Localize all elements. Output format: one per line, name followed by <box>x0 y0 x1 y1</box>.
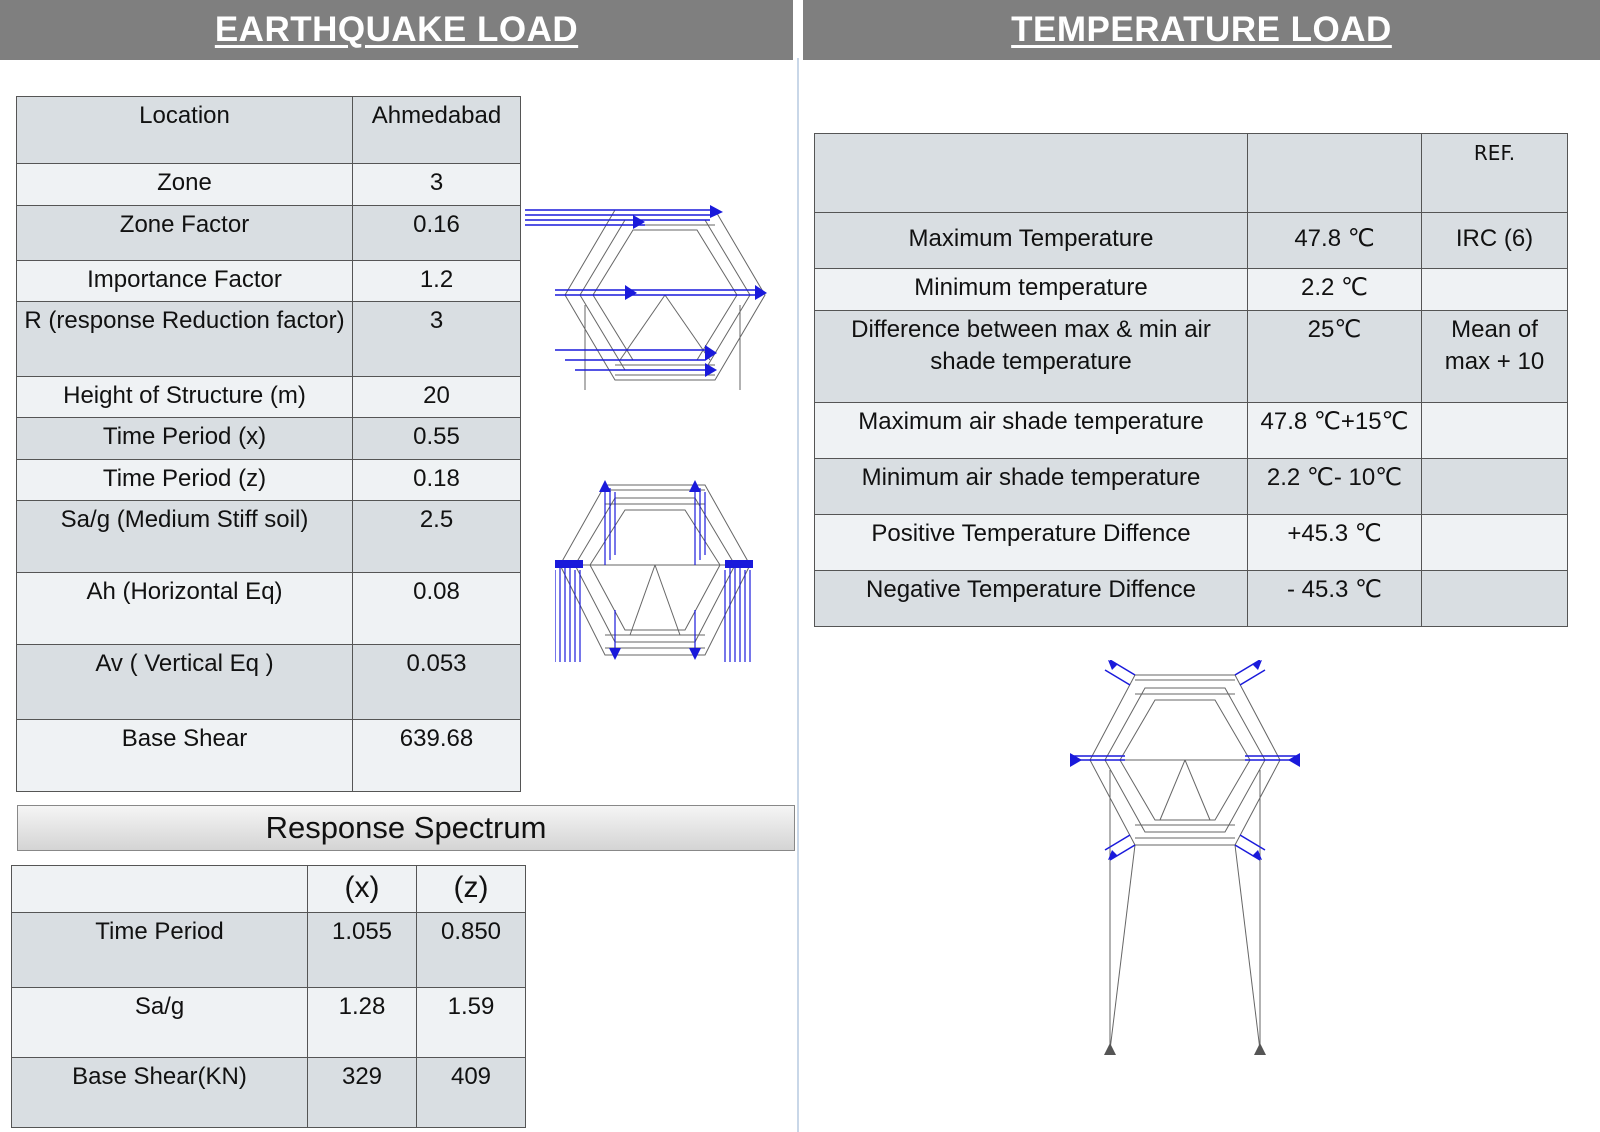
ref-column-header: REF. <box>1422 134 1568 213</box>
table-row <box>815 311 1568 403</box>
row-label: Zone Factor <box>17 206 353 261</box>
earthquake-x-load-diagram <box>525 205 775 395</box>
temperature-load-title: TEMPERATURE LOAD <box>1011 10 1392 49</box>
table-row <box>17 261 521 302</box>
row-value: 0.18 <box>353 460 521 501</box>
support-pins <box>1104 1043 1266 1055</box>
row-value-z: 1.59 <box>417 988 526 1058</box>
table-row <box>12 1058 526 1128</box>
row-label: Height of Structure (m) <box>17 377 353 418</box>
row-label: Av ( Vertical Eq ) <box>17 645 353 720</box>
row-ref <box>1422 459 1568 515</box>
column-header-z: (z) <box>417 866 526 913</box>
row-value-x: 1.28 <box>308 988 417 1058</box>
column-header <box>12 866 308 913</box>
row-label: Location <box>17 97 353 164</box>
arrow-heads <box>625 205 767 377</box>
table-header-row <box>12 866 526 913</box>
response-spectrum-title: Response Spectrum <box>265 810 547 845</box>
structure-frame <box>565 210 765 390</box>
row-ref: IRC (6) <box>1422 213 1568 269</box>
row-value: - 45.3 ℃ <box>1248 571 1422 627</box>
table-row <box>17 460 521 501</box>
table-row <box>12 913 526 988</box>
temperature-load-diagram <box>1070 660 1310 1070</box>
row-label: Base Shear <box>17 720 353 792</box>
row-label: Positive Temperature Diffence <box>815 515 1248 571</box>
table-row <box>815 269 1568 311</box>
row-label: Maximum air shade temperature <box>815 403 1248 459</box>
row-value-x: 329 <box>308 1058 417 1128</box>
table-row <box>17 97 521 164</box>
row-label: Time Period (z) <box>17 460 353 501</box>
row-label: Maximum Temperature <box>815 213 1248 269</box>
table-row <box>17 164 521 206</box>
temperature-load-table <box>814 133 1568 627</box>
row-value-z: 0.850 <box>417 913 526 988</box>
table-row <box>17 501 521 573</box>
table-header-row <box>815 134 1568 213</box>
row-value: Ahmedabad <box>353 97 521 164</box>
row-value: 47.8 ℃+15℃ <box>1248 403 1422 459</box>
row-label: Minimum temperature <box>815 269 1248 311</box>
section-divider <box>797 58 799 1132</box>
table-row <box>17 645 521 720</box>
table-row <box>17 418 521 460</box>
row-label: Sa/g (Medium Stiff soil) <box>17 501 353 573</box>
table-row <box>815 459 1568 515</box>
table-row <box>815 213 1568 269</box>
row-value: 25℃ <box>1248 311 1422 403</box>
row-value: 0.55 <box>353 418 521 460</box>
row-value: 2.2 ℃- 10℃ <box>1248 459 1422 515</box>
table-row <box>17 377 521 418</box>
row-ref <box>1422 269 1568 311</box>
row-value: 639.68 <box>353 720 521 792</box>
row-label: Time Period (x) <box>17 418 353 460</box>
row-value: 3 <box>353 164 521 206</box>
row-label: Minimum air shade temperature <box>815 459 1248 515</box>
load-arrows <box>525 210 755 370</box>
row-value: 0.08 <box>353 573 521 645</box>
earthquake-z-load-diagram <box>555 480 755 665</box>
response-spectrum-header <box>17 805 795 851</box>
response-spectrum-table <box>11 865 526 1128</box>
earthquake-parameters-table <box>16 96 521 792</box>
table-row <box>17 206 521 261</box>
arrow-heads <box>555 480 753 660</box>
row-label: Negative Temperature Diffence <box>815 571 1248 627</box>
row-value: 2.2 ℃ <box>1248 269 1422 311</box>
table-row <box>815 571 1568 627</box>
earthquake-load-title: EARTHQUAKE LOAD <box>214 10 579 49</box>
structure-frame <box>560 485 750 655</box>
row-ref <box>1422 515 1568 571</box>
column-header-x: (x) <box>308 866 417 913</box>
row-value: 0.053 <box>353 645 521 720</box>
row-value: 0.16 <box>353 206 521 261</box>
row-label: Importance Factor <box>17 261 353 302</box>
table-row <box>17 720 521 792</box>
row-label: Ah (Horizontal Eq) <box>17 573 353 645</box>
table-row <box>12 988 526 1058</box>
row-label: Time Period <box>12 913 308 988</box>
row-value: 20 <box>353 377 521 418</box>
temperature-load-banner <box>803 0 1600 60</box>
row-value-x: 1.055 <box>308 913 417 988</box>
earthquake-load-banner <box>0 0 793 60</box>
row-value-z: 409 <box>417 1058 526 1128</box>
row-ref <box>1422 403 1568 459</box>
row-label: Zone <box>17 164 353 206</box>
row-value: 2.5 <box>353 501 521 573</box>
row-value: +45.3 ℃ <box>1248 515 1422 571</box>
row-ref: Mean of max + 10 <box>1422 311 1568 403</box>
structure-frame <box>1090 675 1280 1050</box>
table-row <box>17 302 521 377</box>
row-value: 1.2 <box>353 261 521 302</box>
table-row <box>17 573 521 645</box>
row-label: Base Shear(KN) <box>12 1058 308 1128</box>
row-label: Sa/g <box>12 988 308 1058</box>
row-value: 47.8 ℃ <box>1248 213 1422 269</box>
row-label: R (response Reduction factor) <box>17 302 353 377</box>
row-label: Difference between max & min air shade temperature <box>815 311 1248 403</box>
row-value: 3 <box>353 302 521 377</box>
row-ref <box>1422 571 1568 627</box>
table-row <box>815 403 1568 459</box>
table-row <box>815 515 1568 571</box>
